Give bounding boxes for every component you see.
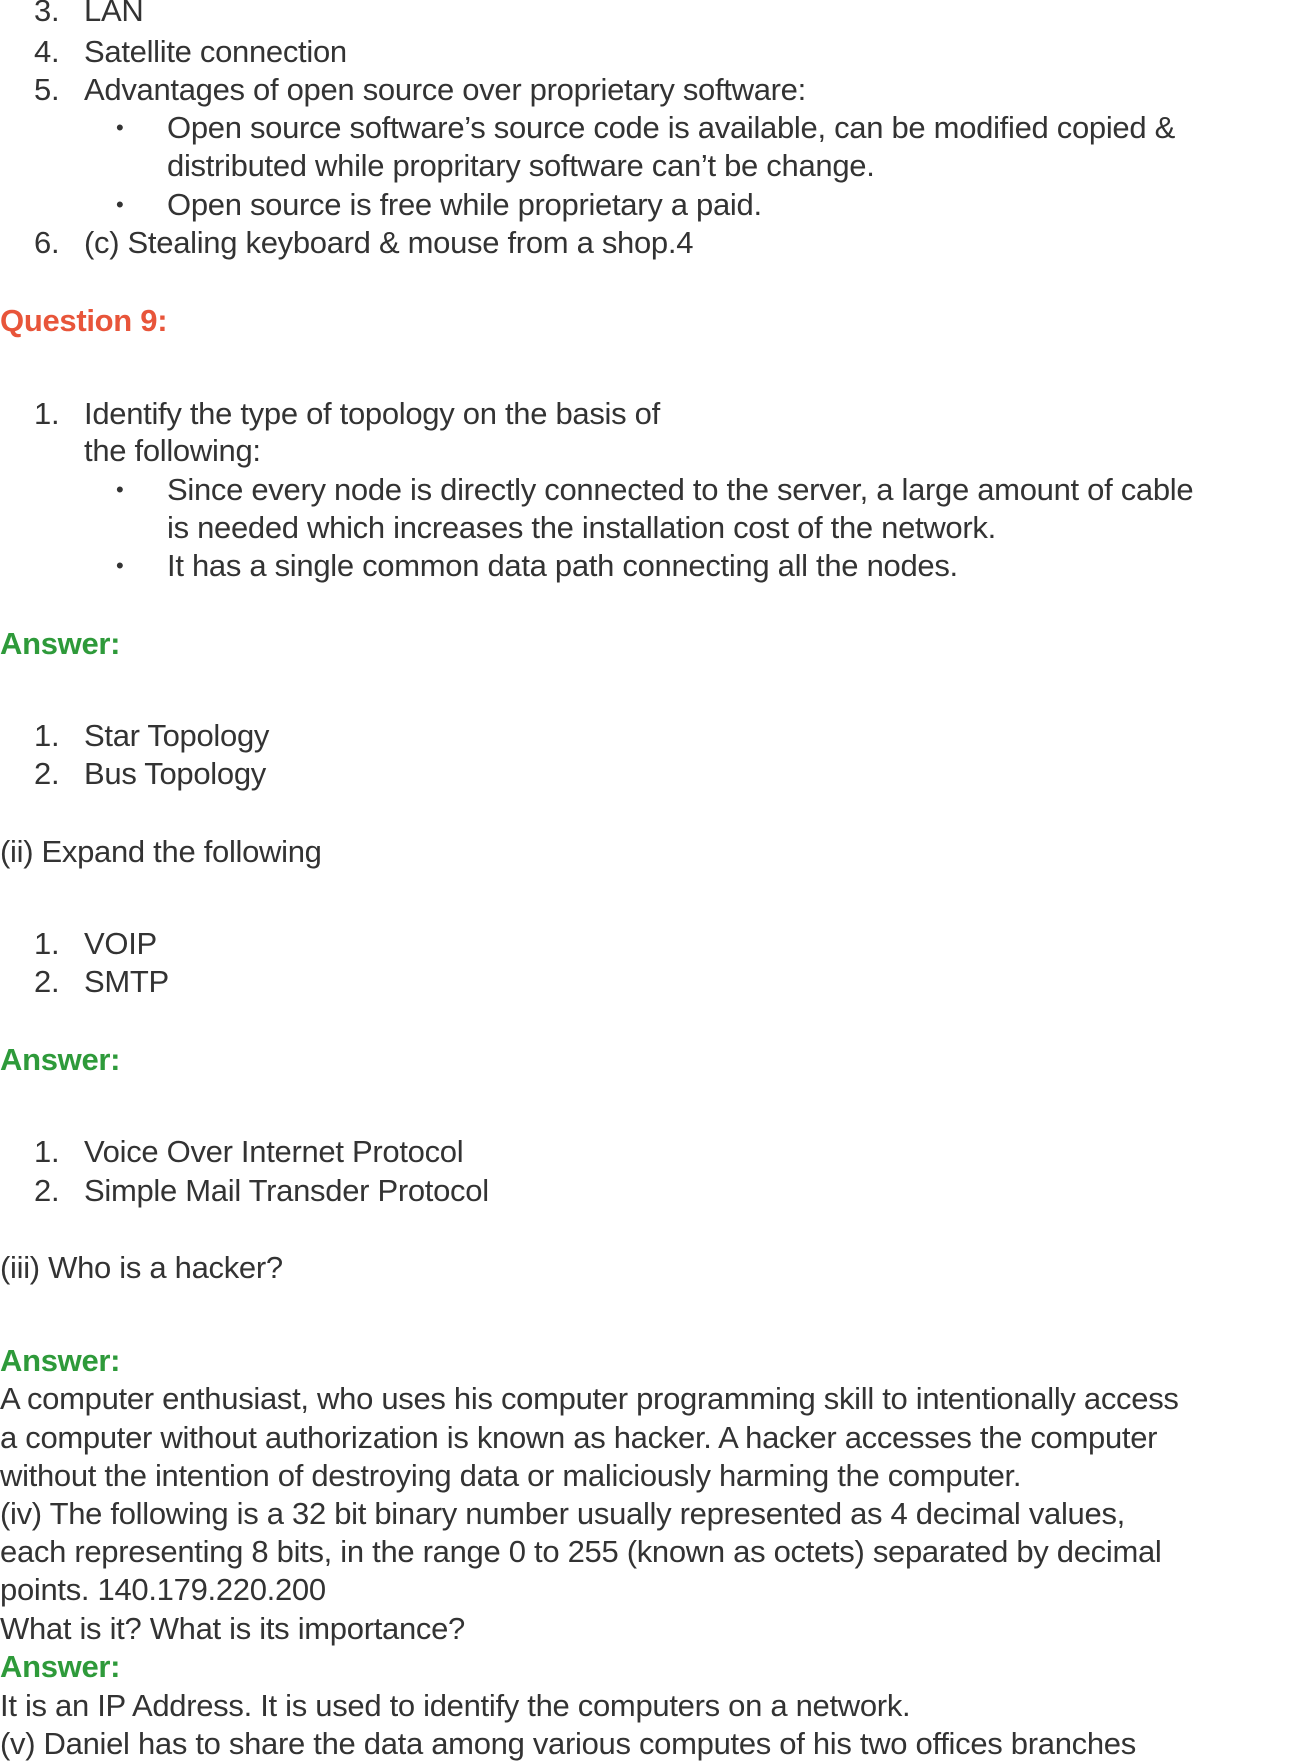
item-number: 5. <box>34 72 60 107</box>
bullet-text: is needed which increases the installation cost of the network. <box>167 510 996 545</box>
item-text: SMTP <box>84 964 169 999</box>
sub-question-line: points. 140.179.220.200 <box>0 1572 326 1607</box>
paragraph-line: It is an IP Address. It is used to identify the computers on a network. <box>0 1688 911 1723</box>
bullet-icon: • <box>116 477 124 502</box>
item-text: Simple Mail Transder Protocol <box>84 1173 489 1208</box>
sub-question: (ii) Expand the following <box>0 834 322 869</box>
item-text: the following: <box>84 433 261 468</box>
answer-label: Answer: <box>0 1649 121 1684</box>
paragraph-line: without the intention of destroying data or maliciously harming the computer. <box>0 1458 1022 1493</box>
item-number: 4. <box>34 34 60 69</box>
bullet-text: Open source is free while proprietary a paid. <box>167 187 762 222</box>
bullet-text: Since every node is directly connected to the server, a large amount of cable <box>167 472 1194 507</box>
question-heading: Question 9: <box>0 303 168 338</box>
item-text: Satellite connection <box>84 34 347 69</box>
bullet-icon: • <box>116 553 124 578</box>
answer-label: Answer: <box>0 626 121 661</box>
sub-question-line: each representing 8 bits, in the range 0 to 255 (known as octets) separated by decimal <box>0 1534 1162 1569</box>
item-text: Bus Topology <box>84 756 266 791</box>
item-number: 6. <box>34 225 60 260</box>
item-number: 1. <box>34 396 60 431</box>
item-text: LAN <box>84 0 144 28</box>
item-text: (c) Stealing keyboard & mouse from a shop.4 <box>84 225 694 260</box>
item-number: 2. <box>34 964 60 999</box>
item-text: Advantages of open source over proprietary software: <box>84 72 806 107</box>
answer-label: Answer: <box>0 1042 121 1077</box>
item-text: Star Topology <box>84 718 270 753</box>
paragraph-line: A computer enthusiast, who uses his computer programming skill to intentionally access <box>0 1381 1179 1416</box>
answer-label: Answer: <box>0 1343 121 1378</box>
bullet-text: It has a single common data path connecting all the nodes. <box>167 548 958 583</box>
item-number: 1. <box>34 1134 60 1169</box>
bullet-text: Open source software’s source code is available, can be modified copied & <box>167 110 1176 145</box>
item-text: Identify the type of topology on the basis of <box>84 396 660 431</box>
item-number: 2. <box>34 756 60 791</box>
sub-question-line: (iv) The following is a 32 bit binary number usually represented as 4 decimal values, <box>0 1496 1125 1531</box>
bullet-icon: • <box>116 115 124 140</box>
sub-question-line: What is it? What is its importance? <box>0 1611 465 1646</box>
item-number: 1. <box>34 718 60 753</box>
bullet-text: distributed while propritary software can’t be change. <box>167 148 875 183</box>
paragraph-line: a computer without authorization is known as hacker. A hacker accesses the computer <box>0 1420 1158 1455</box>
item-text: Voice Over Internet Protocol <box>84 1134 464 1169</box>
item-number: 2. <box>34 1173 60 1208</box>
sub-question: (iii) Who is a hacker? <box>0 1250 283 1285</box>
item-number: 1. <box>34 926 60 961</box>
item-number: 3. <box>34 0 60 28</box>
item-text: VOIP <box>84 926 157 961</box>
bullet-icon: • <box>116 192 124 217</box>
sub-question: (v) Daniel has to share the data among various computes of his two offices branches <box>0 1726 1136 1761</box>
